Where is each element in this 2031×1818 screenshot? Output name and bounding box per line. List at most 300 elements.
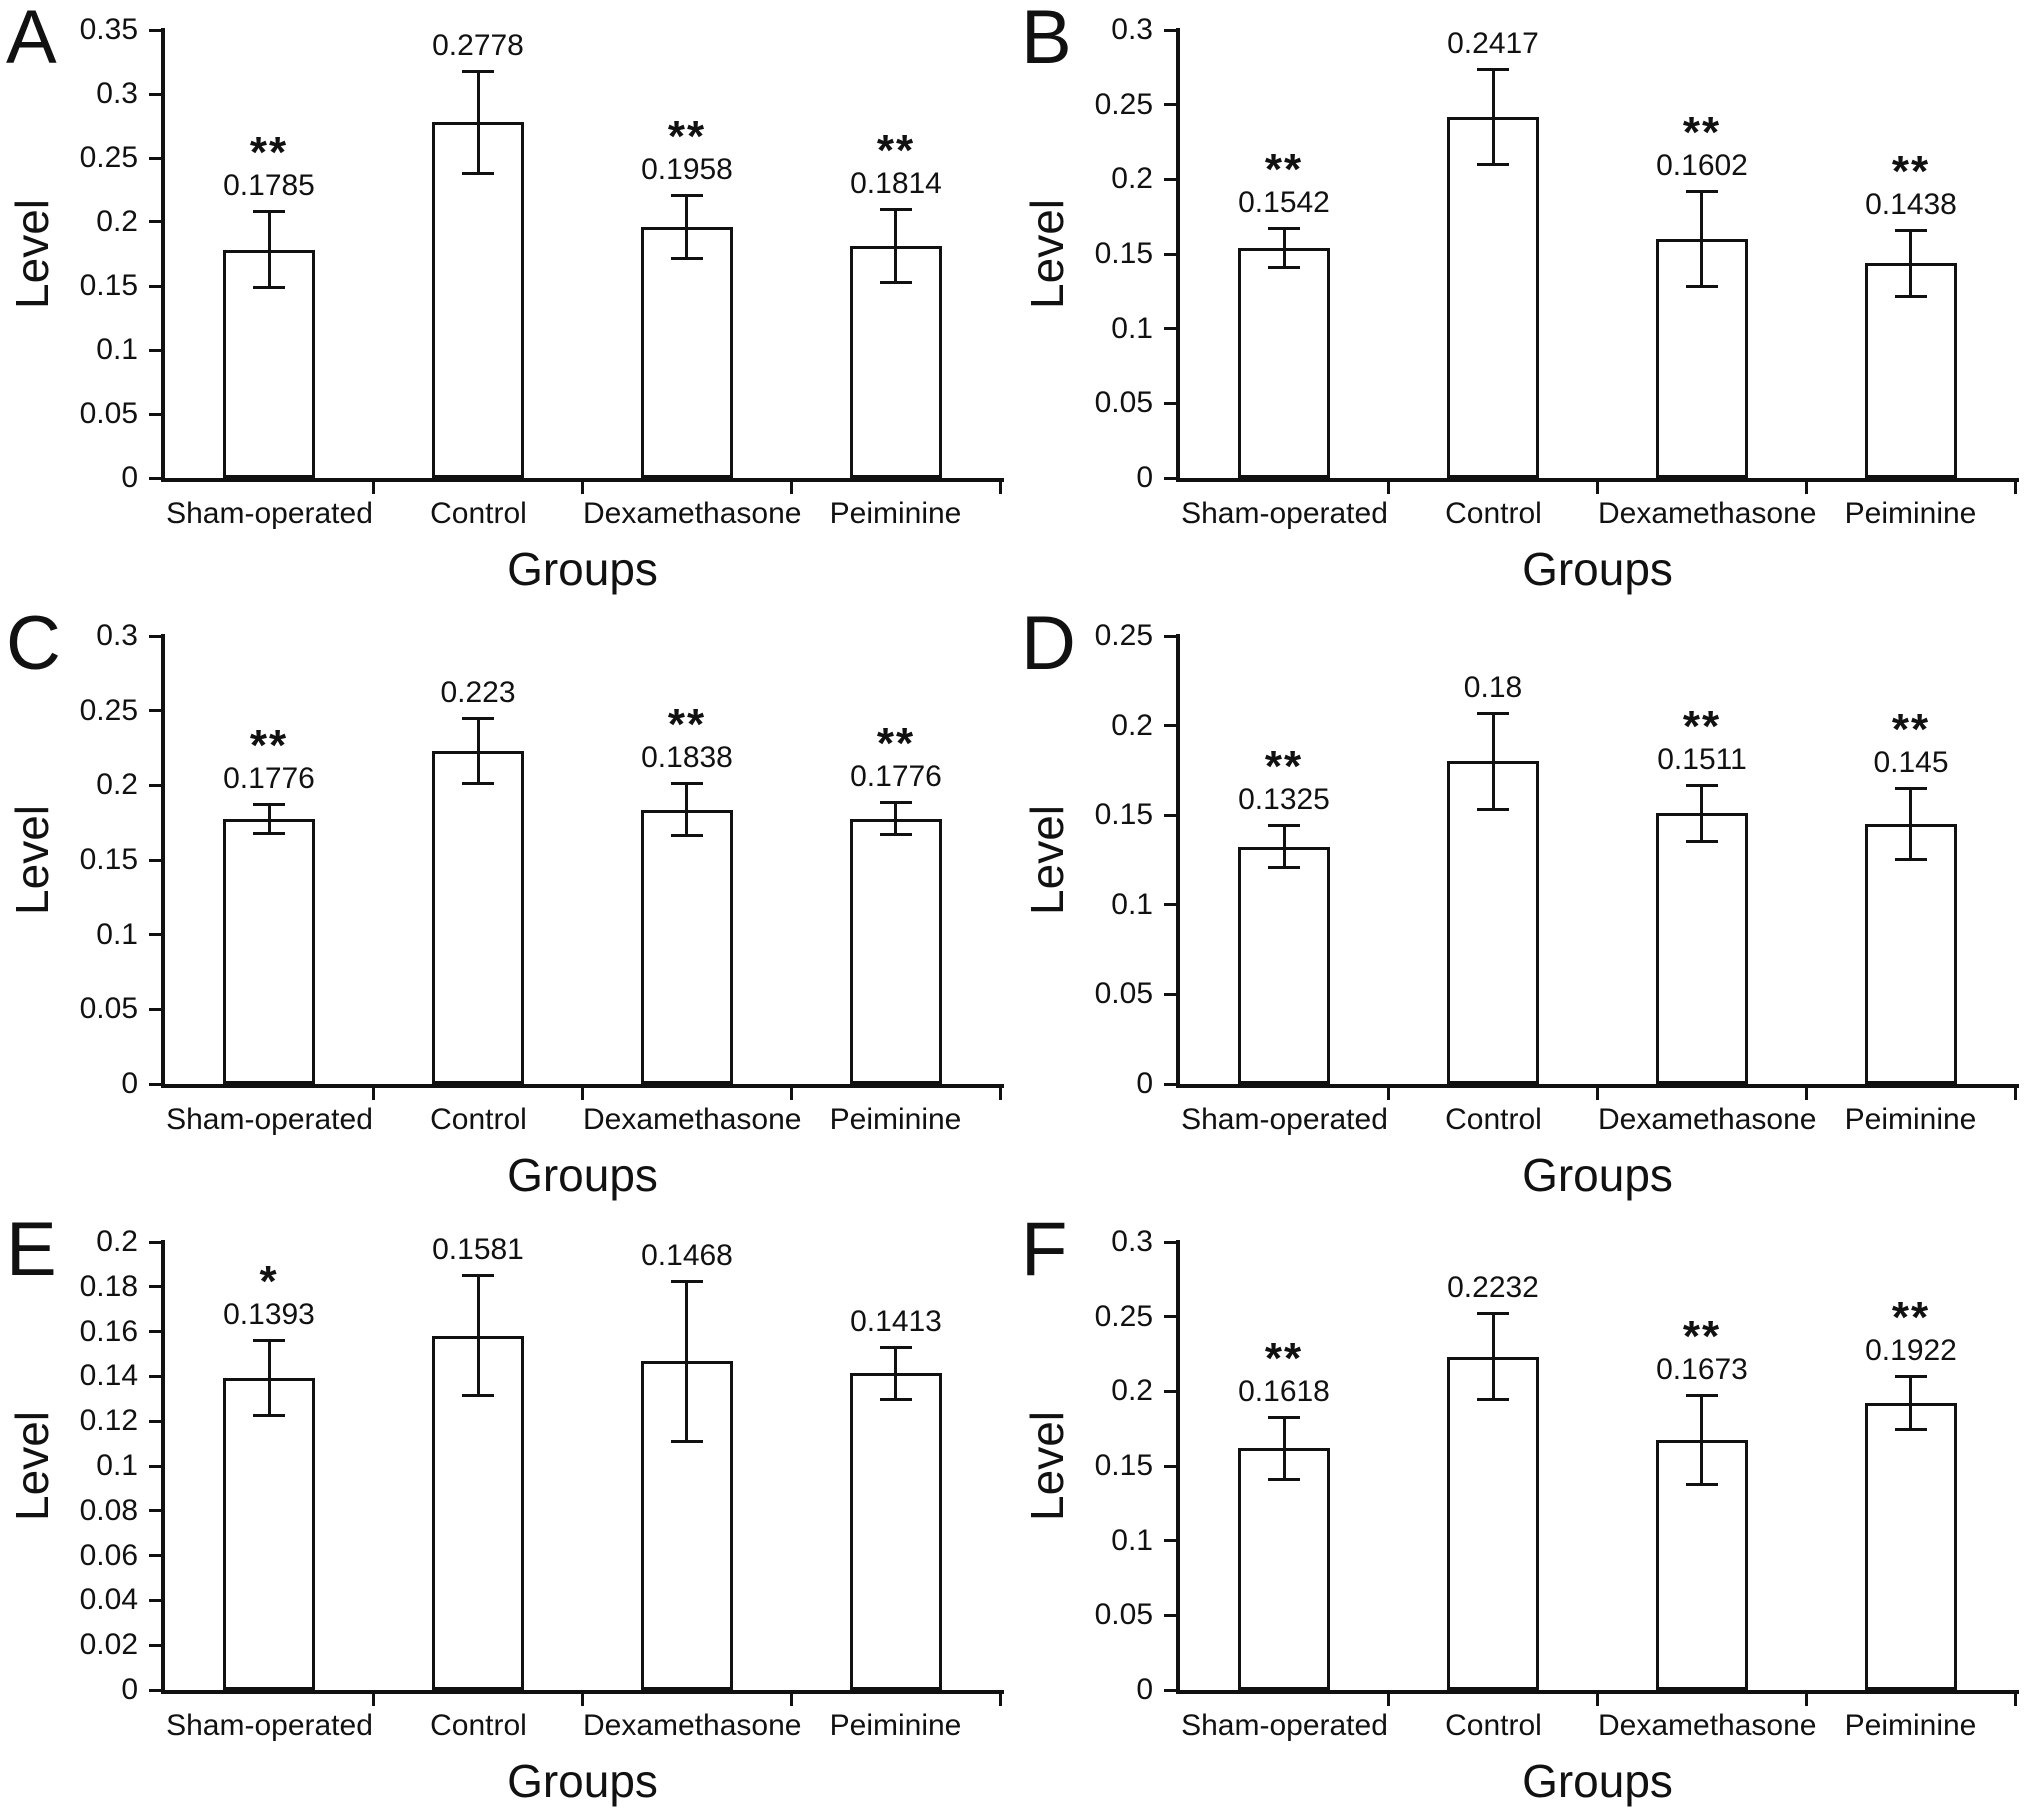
y-tick-mark xyxy=(149,1465,161,1468)
y-tick-mark xyxy=(1164,1315,1176,1318)
bar-annotation xyxy=(1597,702,1807,777)
error-bar-cap-bottom xyxy=(1477,1398,1509,1401)
bar-annotation xyxy=(1597,1312,1807,1387)
bar xyxy=(1656,813,1748,1084)
category-label: Sham-operated xyxy=(1181,497,1388,530)
y-tick-label: 0.2 xyxy=(96,1225,138,1258)
x-axis-title: Groups xyxy=(1522,1149,1673,1201)
error-bar-cap-bottom xyxy=(1686,1483,1718,1486)
bar-annotation xyxy=(791,719,1001,794)
y-tick-mark xyxy=(1164,477,1176,480)
error-bar xyxy=(268,211,271,288)
error-bar xyxy=(1283,825,1286,868)
y-axis-line xyxy=(1176,28,1180,482)
bar-annotation xyxy=(1388,671,1598,705)
bar-annotation xyxy=(582,1239,792,1273)
error-bar xyxy=(1492,1313,1495,1400)
bar-value-label: 0.1922 xyxy=(1865,1334,1957,1367)
bar xyxy=(1865,1403,1957,1690)
bar-value-label: 0.1785 xyxy=(223,169,315,202)
y-tick-label: 0.15 xyxy=(79,843,138,876)
y-tick-label: 0.05 xyxy=(79,397,138,430)
significance-stars: ** xyxy=(667,700,707,749)
bar xyxy=(850,1373,942,1690)
panel-letter: D xyxy=(1021,601,1076,686)
x-axis-title: Groups xyxy=(507,1755,658,1807)
category-label: Sham-operated xyxy=(166,497,373,530)
error-bar xyxy=(894,802,897,835)
category-label: Dexamethasone xyxy=(583,497,802,530)
x-tick-mark xyxy=(1387,482,1390,494)
category-label: Dexamethasone xyxy=(1598,1709,1817,1742)
error-bar-cap-bottom xyxy=(462,172,494,175)
significance-stars: ** xyxy=(1682,702,1722,751)
bar-value-label: 0.1468 xyxy=(641,1239,733,1272)
y-tick-mark xyxy=(149,1008,161,1011)
error-bar-cap-top xyxy=(462,70,494,73)
significance-stars: ** xyxy=(876,126,916,175)
y-tick-label: 0 xyxy=(1136,1673,1153,1706)
y-tick-mark xyxy=(1164,903,1176,906)
bar-value-label: 0.223 xyxy=(440,676,516,709)
error-bar xyxy=(268,1340,271,1416)
significance-stars: ** xyxy=(1891,147,1931,196)
y-tick-mark xyxy=(149,349,161,352)
bar xyxy=(1238,847,1330,1084)
error-bar xyxy=(1283,1417,1286,1480)
y-tick-label: 0.18 xyxy=(79,1270,138,1303)
x-tick-mark xyxy=(790,1694,793,1706)
significance-stars: ** xyxy=(667,112,707,161)
y-axis-line xyxy=(161,634,165,1088)
y-tick-label: 0.3 xyxy=(1111,1225,1153,1258)
panel-letter: C xyxy=(6,601,61,686)
bar-value-label: 0.1438 xyxy=(1865,188,1957,221)
bar-annotation xyxy=(1388,27,1598,61)
y-tick-label: 0.1 xyxy=(96,333,138,366)
y-tick-label: 0.25 xyxy=(1094,88,1153,121)
y-tick-label: 0.2 xyxy=(1111,162,1153,195)
error-bar xyxy=(1700,1395,1703,1485)
error-bar-cap-top xyxy=(462,717,494,720)
y-tick-label: 0.15 xyxy=(1094,237,1153,270)
y-tick-mark xyxy=(149,93,161,96)
x-tick-mark xyxy=(1805,1694,1808,1706)
y-tick-label: 0.12 xyxy=(79,1404,138,1437)
bar-value-label: 0.1325 xyxy=(1238,783,1330,816)
x-tick-mark xyxy=(1387,1088,1390,1100)
bar-value-label: 0.1413 xyxy=(850,1305,942,1338)
y-tick-label: 0.08 xyxy=(79,1494,138,1527)
significance-stars: ** xyxy=(1891,705,1931,754)
bar xyxy=(641,227,733,478)
bar-annotation xyxy=(164,1257,374,1332)
y-tick-mark xyxy=(149,157,161,160)
bar-value-label: 0.1602 xyxy=(1656,149,1748,182)
y-axis-title-text: Level xyxy=(6,1411,58,1521)
error-bar xyxy=(894,209,897,283)
error-bar xyxy=(1492,69,1495,165)
x-axis-title: Groups xyxy=(507,1149,658,1201)
category-label: Dexamethasone xyxy=(583,1709,802,1742)
error-bar-cap-top xyxy=(1268,1416,1300,1419)
y-tick-label: 0.02 xyxy=(79,1628,138,1661)
y-tick-label: 0.05 xyxy=(79,992,138,1025)
y-tick-label: 0.1 xyxy=(1111,312,1153,345)
error-bar-cap-top xyxy=(671,782,703,785)
error-bar xyxy=(1909,1376,1912,1430)
y-tick-mark xyxy=(1164,1614,1176,1617)
error-bar-cap-top xyxy=(253,210,285,213)
error-bar xyxy=(477,1275,480,1396)
error-bar-cap-top xyxy=(1686,784,1718,787)
x-tick-mark xyxy=(2014,1694,2017,1706)
x-tick-mark xyxy=(581,482,584,494)
error-bar-cap-bottom xyxy=(1477,163,1509,166)
error-bar xyxy=(894,1347,897,1401)
error-bar-cap-top xyxy=(671,194,703,197)
bar-value-label: 0.1958 xyxy=(641,153,733,186)
category-label: Peiminine xyxy=(829,1103,962,1136)
error-bar-cap-bottom xyxy=(1895,1428,1927,1431)
bar xyxy=(1447,117,1539,478)
panel-c xyxy=(0,601,1015,1212)
y-tick-label: 0.1 xyxy=(1111,1524,1153,1557)
category-label: Dexamethasone xyxy=(1598,1103,1817,1136)
y-tick-label: 0.05 xyxy=(1094,1598,1153,1631)
y-tick-mark xyxy=(1164,1241,1176,1244)
y-tick-mark xyxy=(1164,253,1176,256)
error-bar xyxy=(1700,785,1703,842)
significance-stars: ** xyxy=(249,721,289,770)
error-bar-cap-top xyxy=(1477,1312,1509,1315)
category-label: Sham-operated xyxy=(166,1709,373,1742)
error-bar xyxy=(477,718,480,784)
bar-annotation xyxy=(791,126,1001,201)
y-axis-line xyxy=(1176,1240,1180,1694)
bar-annotation xyxy=(164,721,374,796)
error-bar-cap-top xyxy=(1268,227,1300,230)
error-bar-cap-top xyxy=(880,208,912,211)
error-bar-cap-bottom xyxy=(671,834,703,837)
error-bar-cap-top xyxy=(880,1346,912,1349)
y-tick-mark xyxy=(149,709,161,712)
bar-annotation xyxy=(373,1233,583,1267)
significance-stars: ** xyxy=(1264,145,1304,194)
bar-value-label: 0.2778 xyxy=(432,29,524,62)
y-tick-label: 0.06 xyxy=(79,1539,138,1572)
y-tick-label: 0 xyxy=(1136,461,1153,494)
x-axis-title: Groups xyxy=(1522,543,1673,595)
y-tick-mark xyxy=(1164,29,1176,32)
error-bar-cap-bottom xyxy=(880,281,912,284)
error-bar xyxy=(268,804,271,834)
error-bar-cap-bottom xyxy=(1268,866,1300,869)
y-tick-mark xyxy=(149,1509,161,1512)
y-tick-label: 0.25 xyxy=(1094,619,1153,652)
error-bar-cap-bottom xyxy=(1895,858,1927,861)
y-tick-label: 0.05 xyxy=(1094,386,1153,419)
y-tick-label: 0.15 xyxy=(1094,1449,1153,1482)
panel-b xyxy=(1015,0,2030,606)
bar-value-label: 0.1838 xyxy=(641,741,733,774)
bar-value-label: 0.1776 xyxy=(850,760,942,793)
error-bar-cap-bottom xyxy=(1686,285,1718,288)
category-label: Control xyxy=(1445,497,1542,530)
y-tick-label: 0 xyxy=(121,1673,138,1706)
bar-annotation xyxy=(791,1305,1001,1339)
error-bar-cap-bottom xyxy=(671,1440,703,1443)
x-tick-mark xyxy=(372,1088,375,1100)
y-tick-label: 0.2 xyxy=(96,768,138,801)
y-tick-label: 0.15 xyxy=(1094,798,1153,831)
bar-annotation xyxy=(1806,1293,2016,1368)
error-bar-cap-top xyxy=(671,1280,703,1283)
error-bar-cap-bottom xyxy=(253,1414,285,1417)
error-bar-cap-top xyxy=(1477,712,1509,715)
error-bar-cap-bottom xyxy=(880,833,912,836)
y-axis-title-text: Level xyxy=(6,199,58,309)
y-tick-label: 0.2 xyxy=(1111,709,1153,742)
y-tick-mark xyxy=(149,477,161,480)
y-tick-mark xyxy=(1164,327,1176,330)
y-tick-label: 0.2 xyxy=(96,205,138,238)
error-bar-cap-bottom xyxy=(1477,808,1509,811)
significance-stars: * xyxy=(259,1257,279,1306)
error-bar-cap-top xyxy=(253,803,285,806)
x-tick-mark xyxy=(581,1694,584,1706)
bar-value-label: 0.1581 xyxy=(432,1233,524,1266)
y-tick-mark xyxy=(149,933,161,936)
y-tick-label: 0.35 xyxy=(79,13,138,46)
bar-value-label: 0.1776 xyxy=(223,762,315,795)
bar-value-label: 0.2417 xyxy=(1447,27,1539,60)
error-bar-cap-bottom xyxy=(1686,840,1718,843)
y-tick-label: 0.2 xyxy=(1111,1374,1153,1407)
category-label: Sham-operated xyxy=(166,1103,373,1136)
bar-value-label: 0.1618 xyxy=(1238,1375,1330,1408)
x-tick-mark xyxy=(790,1088,793,1100)
x-tick-mark xyxy=(999,1694,1002,1706)
bar-annotation xyxy=(582,700,792,775)
y-tick-mark xyxy=(149,1330,161,1333)
error-bar-cap-bottom xyxy=(1268,1478,1300,1481)
y-tick-mark xyxy=(1164,103,1176,106)
bar xyxy=(223,819,315,1084)
category-label: Dexamethasone xyxy=(1598,497,1817,530)
y-axis-line xyxy=(1176,634,1180,1088)
y-tick-mark xyxy=(149,635,161,638)
error-bar-cap-bottom xyxy=(253,832,285,835)
y-axis-title-text: Level xyxy=(1021,805,1073,915)
bar xyxy=(432,122,524,478)
y-axis-title-text: Level xyxy=(1021,199,1073,309)
y-tick-mark xyxy=(1164,1083,1176,1086)
x-tick-mark xyxy=(2014,482,2017,494)
y-tick-mark xyxy=(149,1644,161,1647)
y-tick-mark xyxy=(149,1420,161,1423)
y-tick-mark xyxy=(1164,178,1176,181)
bar-annotation xyxy=(1806,705,2016,780)
y-tick-label: 0.25 xyxy=(79,694,138,727)
category-label: Peiminine xyxy=(1844,1103,1977,1136)
y-tick-mark xyxy=(1164,1390,1176,1393)
error-bar-cap-top xyxy=(1268,824,1300,827)
x-tick-mark xyxy=(1596,1694,1599,1706)
bar xyxy=(1238,1448,1330,1690)
y-tick-mark xyxy=(149,1083,161,1086)
category-label: Peiminine xyxy=(1844,497,1977,530)
y-tick-label: 0.25 xyxy=(1094,1300,1153,1333)
category-label: Peiminine xyxy=(829,1709,962,1742)
error-bar-cap-bottom xyxy=(880,1398,912,1401)
error-bar-cap-top xyxy=(462,1274,494,1277)
y-tick-label: 0.04 xyxy=(79,1583,138,1616)
panel-letter: F xyxy=(1021,1207,1068,1292)
x-tick-mark xyxy=(999,482,1002,494)
x-tick-mark xyxy=(2014,1088,2017,1100)
y-tick-label: 0.05 xyxy=(1094,977,1153,1010)
error-bar xyxy=(1909,230,1912,297)
panel-a xyxy=(0,0,1015,606)
y-tick-label: 0 xyxy=(1136,1067,1153,1100)
y-tick-mark xyxy=(149,413,161,416)
error-bar xyxy=(1909,788,1912,860)
y-tick-label: 0.15 xyxy=(79,269,138,302)
significance-stars: ** xyxy=(876,719,916,768)
y-tick-mark xyxy=(149,220,161,223)
error-bar-cap-top xyxy=(1895,1375,1927,1378)
significance-stars: ** xyxy=(249,128,289,177)
panel-letter: B xyxy=(1021,0,1072,80)
error-bar-cap-bottom xyxy=(253,286,285,289)
y-tick-label: 0.3 xyxy=(96,77,138,110)
error-bar-cap-top xyxy=(1686,1394,1718,1397)
y-tick-mark xyxy=(1164,814,1176,817)
y-tick-mark xyxy=(149,1375,161,1378)
x-tick-mark xyxy=(372,482,375,494)
error-bar-cap-bottom xyxy=(1268,266,1300,269)
y-tick-mark xyxy=(149,784,161,787)
significance-stars: ** xyxy=(1264,1334,1304,1383)
category-label: Peiminine xyxy=(1844,1709,1977,1742)
y-tick-label: 0.16 xyxy=(79,1315,138,1348)
y-tick-mark xyxy=(149,1599,161,1602)
bar-value-label: 0.1814 xyxy=(850,167,942,200)
error-bar-cap-bottom xyxy=(462,1394,494,1397)
bar xyxy=(1865,824,1957,1084)
bar-annotation xyxy=(373,676,583,710)
error-bar-cap-bottom xyxy=(671,257,703,260)
significance-stars: ** xyxy=(1264,742,1304,791)
significance-stars: ** xyxy=(1682,1312,1722,1361)
error-bar-cap-top xyxy=(1895,787,1927,790)
y-tick-mark xyxy=(1164,724,1176,727)
bar-annotation xyxy=(164,128,374,203)
panel-f xyxy=(1015,1207,2030,1818)
bar-annotation xyxy=(582,112,792,187)
error-bar xyxy=(685,1281,688,1442)
significance-stars: ** xyxy=(1682,108,1722,157)
y-tick-label: 0 xyxy=(121,461,138,494)
y-axis-title-text: Level xyxy=(6,805,58,915)
bar-value-label: 0.2232 xyxy=(1447,1271,1539,1304)
bar xyxy=(223,1378,315,1690)
x-tick-mark xyxy=(1596,482,1599,494)
y-tick-label: 0.25 xyxy=(79,141,138,174)
x-tick-mark xyxy=(1596,1088,1599,1100)
category-label: Control xyxy=(430,1709,527,1742)
error-bar-cap-bottom xyxy=(462,782,494,785)
bar-annotation xyxy=(1597,108,1807,183)
y-tick-mark xyxy=(1164,635,1176,638)
y-tick-mark xyxy=(149,1285,161,1288)
y-axis-line xyxy=(161,28,165,482)
bar-annotation xyxy=(1179,742,1389,817)
bar-value-label: 0.1542 xyxy=(1238,186,1330,219)
significance-stars: ** xyxy=(1891,1293,1931,1342)
y-tick-mark xyxy=(149,285,161,288)
y-tick-label: 0.3 xyxy=(1111,13,1153,46)
bar-value-label: 0.1673 xyxy=(1656,1353,1748,1386)
bar xyxy=(1238,248,1330,478)
x-tick-mark xyxy=(1805,482,1808,494)
error-bar xyxy=(685,195,688,259)
x-axis-title: Groups xyxy=(507,543,658,595)
error-bar-cap-bottom xyxy=(1895,295,1927,298)
error-bar xyxy=(685,783,688,837)
error-bar xyxy=(1492,713,1495,810)
category-label: Dexamethasone xyxy=(583,1103,802,1136)
y-tick-mark xyxy=(149,859,161,862)
category-label: Peiminine xyxy=(829,497,962,530)
y-tick-label: 0.1 xyxy=(1111,888,1153,921)
y-tick-label: 0.3 xyxy=(96,619,138,652)
error-bar xyxy=(1283,228,1286,268)
bar-value-label: 0.1511 xyxy=(1657,743,1747,776)
bar-value-label: 0.145 xyxy=(1873,746,1949,779)
y-tick-mark xyxy=(1164,1689,1176,1692)
y-tick-mark xyxy=(149,29,161,32)
y-axis-title xyxy=(1017,636,1077,1084)
category-label: Control xyxy=(430,1103,527,1136)
panel-e xyxy=(0,1207,1015,1818)
y-tick-label: 0.14 xyxy=(79,1359,138,1392)
bar-annotation xyxy=(373,29,583,63)
y-tick-mark xyxy=(149,1241,161,1244)
y-tick-label: 0.1 xyxy=(96,1449,138,1482)
error-bar xyxy=(477,71,480,173)
category-label: Control xyxy=(430,497,527,530)
category-label: Control xyxy=(1445,1103,1542,1136)
x-tick-mark xyxy=(581,1088,584,1100)
bar xyxy=(850,819,942,1084)
y-tick-mark xyxy=(1164,1539,1176,1542)
y-tick-mark xyxy=(149,1554,161,1557)
x-tick-mark xyxy=(790,482,793,494)
error-bar-cap-top xyxy=(1477,68,1509,71)
bar-annotation xyxy=(1388,1271,1598,1305)
panel-d xyxy=(1015,601,2030,1212)
panel-letter: A xyxy=(6,0,57,80)
x-tick-mark xyxy=(372,1694,375,1706)
category-label: Control xyxy=(1445,1709,1542,1742)
bar-value-label: 0.1393 xyxy=(223,1298,315,1331)
error-bar-cap-top xyxy=(880,801,912,804)
category-label: Sham-operated xyxy=(1181,1103,1388,1136)
x-tick-mark xyxy=(999,1088,1002,1100)
x-tick-mark xyxy=(1805,1088,1808,1100)
